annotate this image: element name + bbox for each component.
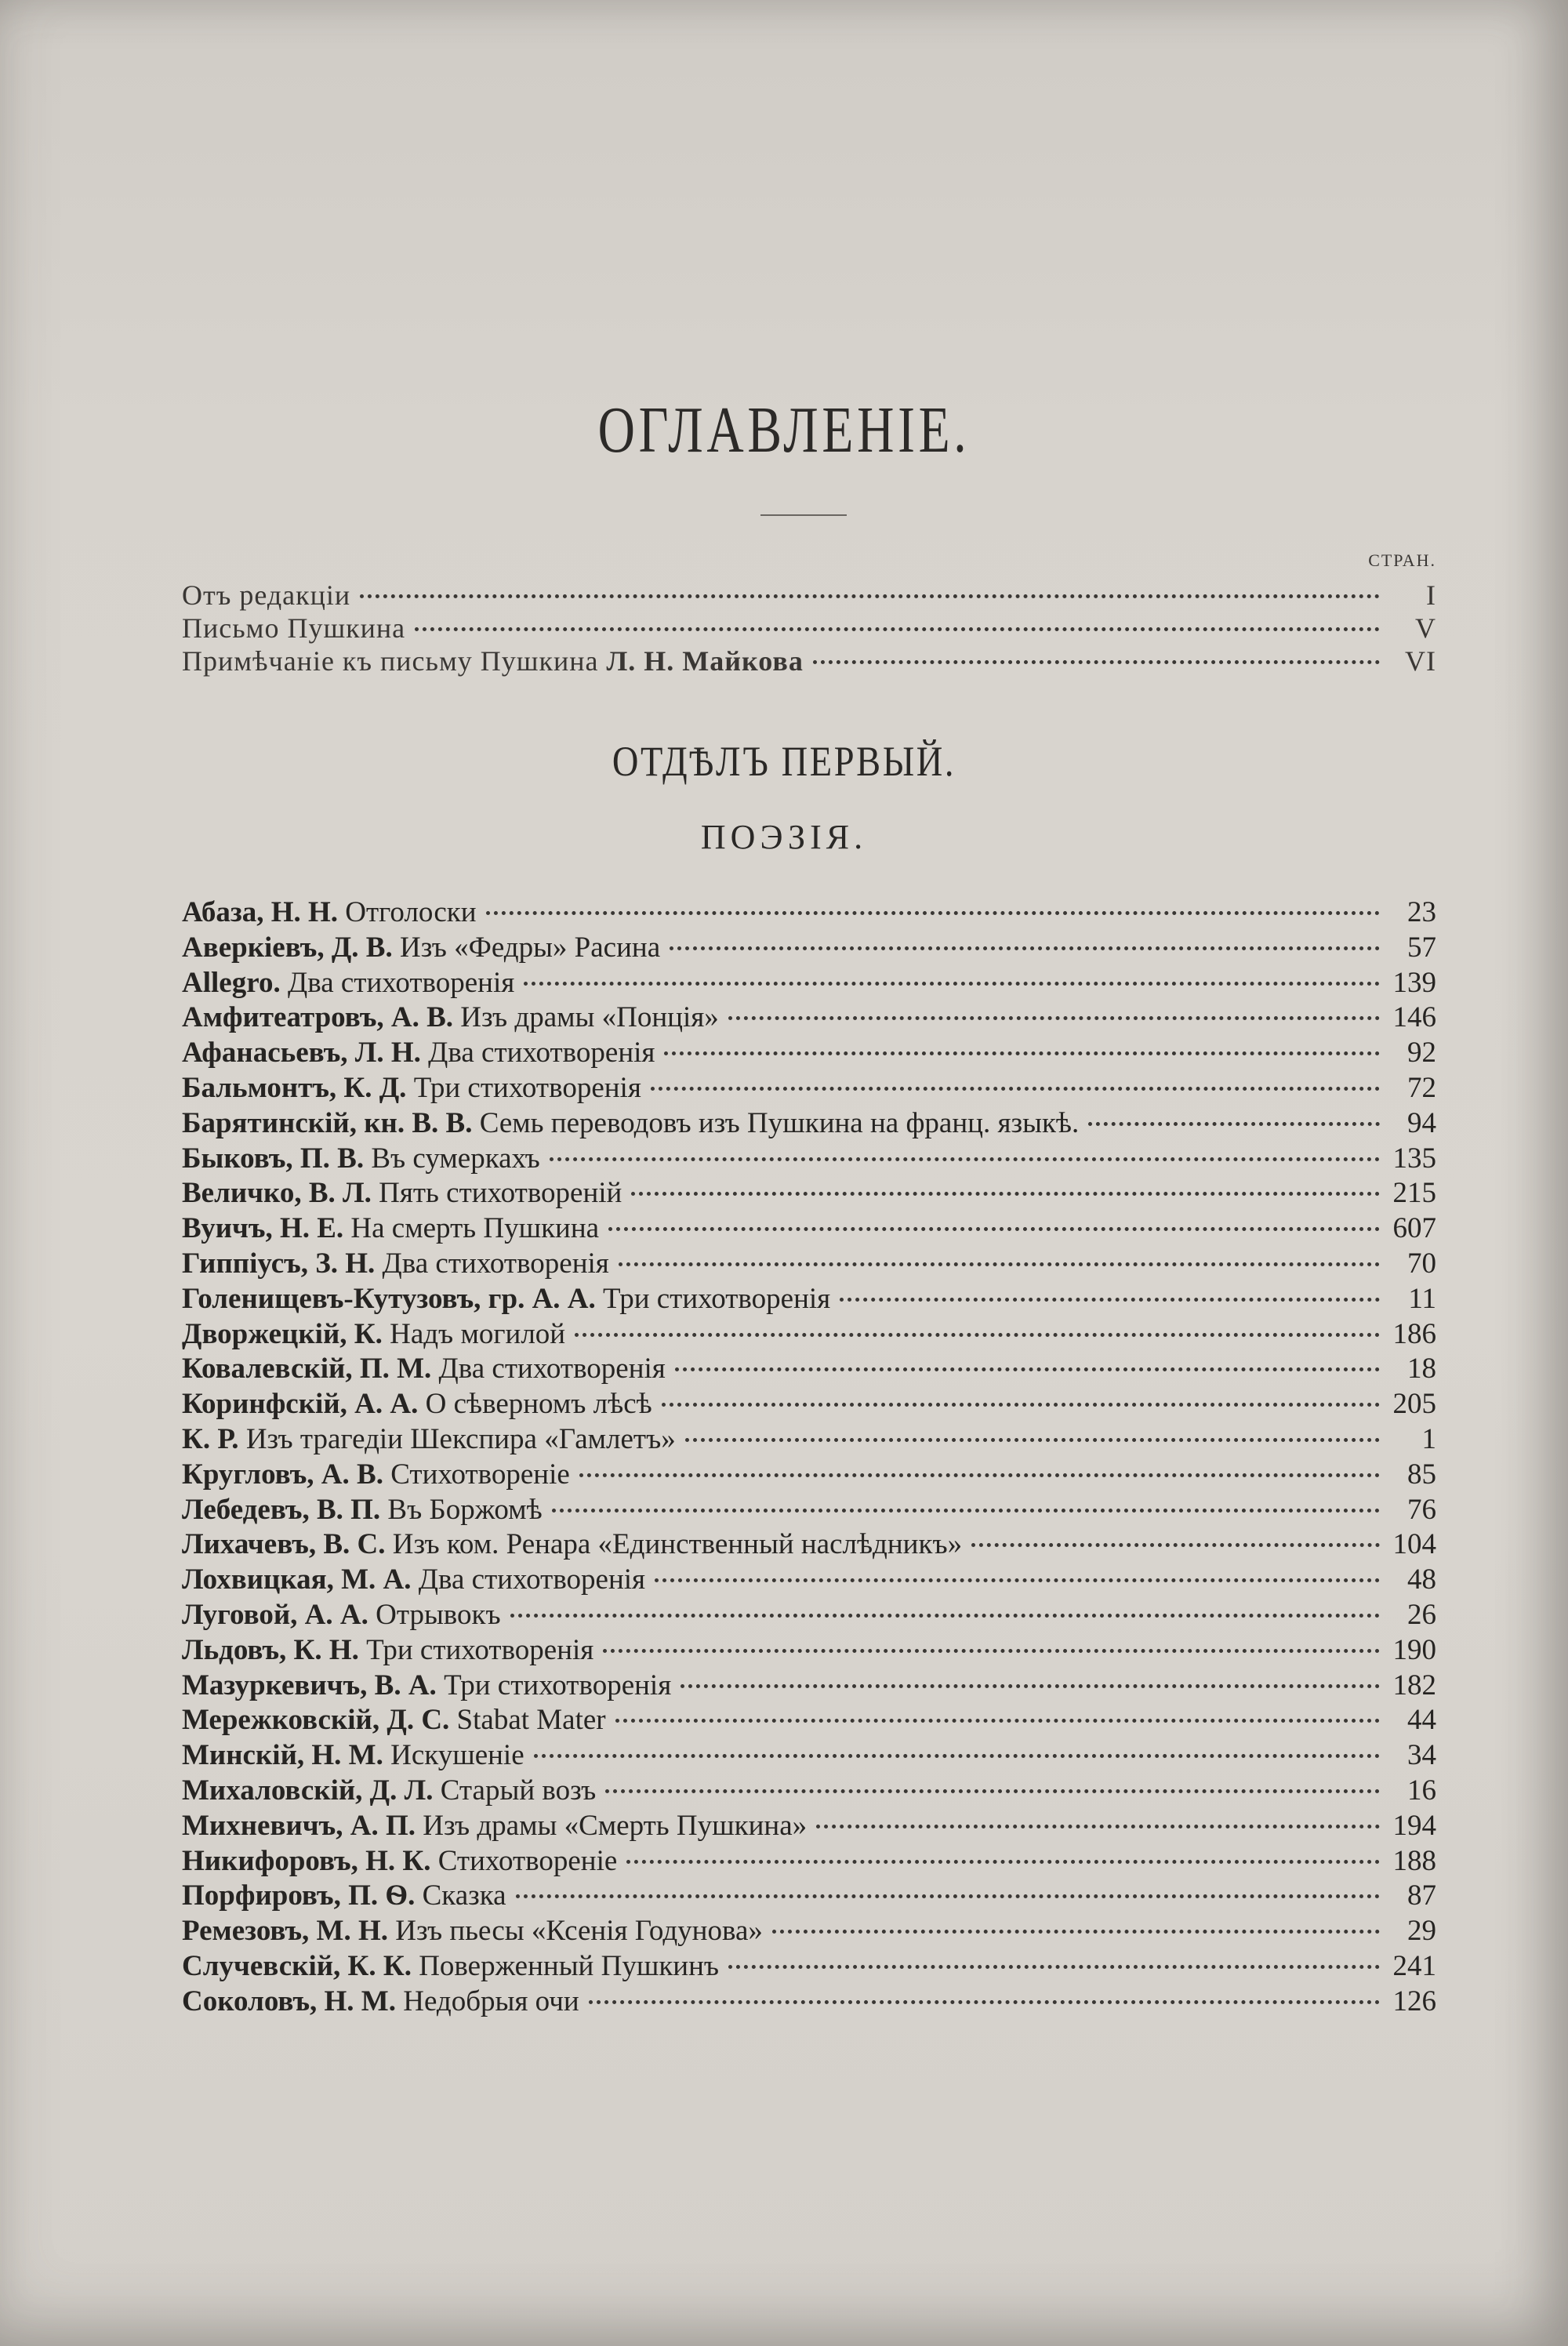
dot-leader xyxy=(550,1157,1380,1161)
entry-author: Лихачевъ, В. С. xyxy=(182,1528,386,1561)
entry-author: Голенищевъ-Кутузовъ, гр. А. А. xyxy=(182,1282,596,1315)
toc-entry xyxy=(182,1879,1436,1914)
entry-title xyxy=(182,1527,962,1563)
dot-leader xyxy=(415,627,1380,631)
dot-leader xyxy=(579,1473,1380,1477)
entry-work: Пять стихотвореній xyxy=(379,1177,622,1210)
entry-author: Ковалевскій, П. М. xyxy=(182,1353,432,1385)
entry-author: Порфировъ, П. Ѳ. xyxy=(182,1879,416,1912)
entry-author: Аверкіевъ, Д. В. xyxy=(182,931,393,964)
dot-leader xyxy=(605,1789,1380,1793)
dot-leader xyxy=(1088,1122,1380,1126)
entry-work: Искушеніе xyxy=(390,1739,524,1772)
entry-author: Луговой, А. А. xyxy=(182,1598,368,1631)
entry-work: На смерть Пушкина xyxy=(350,1212,600,1245)
entry-author: К. Р. xyxy=(182,1422,239,1455)
entry-title xyxy=(182,1914,763,1949)
entry-title xyxy=(182,1563,645,1598)
entry-author: Барятинскій, кн. В. В. xyxy=(182,1106,473,1139)
entry-page: 94 xyxy=(1407,1106,1436,1139)
entry-work: Два стихотворенія xyxy=(418,1563,646,1596)
entry-work: Два стихотворенія xyxy=(382,1247,609,1280)
entry-page: 72 xyxy=(1407,1071,1436,1104)
entry-page: 241 xyxy=(1392,1949,1436,1982)
toc-entry xyxy=(182,1949,1436,1985)
dot-leader xyxy=(670,946,1380,950)
entry-page: VI xyxy=(1405,645,1436,677)
front-matter-list xyxy=(182,579,1436,677)
entry-page: 29 xyxy=(1407,1915,1436,1948)
entry-page: 87 xyxy=(1407,1879,1436,1912)
entry-author: Гиппіусъ, З. Н. xyxy=(182,1247,376,1280)
dot-leader xyxy=(516,1894,1380,1898)
entry-author: Афанасьевъ, Л. Н. xyxy=(182,1037,421,1070)
title-divider xyxy=(760,514,847,516)
entry-title: Письмо Пушкина xyxy=(182,612,406,644)
dot-leader xyxy=(626,1860,1380,1864)
entry-title xyxy=(182,1738,524,1774)
toc-entry xyxy=(182,1071,1436,1106)
entry-work: Изъ драмы «Смерть Пушкина» xyxy=(423,1809,808,1842)
entry-title xyxy=(182,931,660,966)
entry-author: Лохвицкая, М. А. xyxy=(182,1563,412,1596)
entry-author: Мазуркевичъ, В. А. xyxy=(182,1669,437,1701)
entry-title xyxy=(182,1598,501,1633)
toc-entry xyxy=(182,931,1436,966)
entry-work: Недобрыя очи xyxy=(403,1985,579,2017)
dot-leader xyxy=(486,911,1380,915)
entry-page: 1 xyxy=(1421,1422,1436,1455)
entry-title xyxy=(182,1422,676,1458)
entry-page: 104 xyxy=(1392,1528,1436,1561)
dot-leader xyxy=(813,660,1380,664)
toc-entry xyxy=(182,1563,1436,1598)
toc-entry xyxy=(182,966,1436,1001)
toc-entry xyxy=(182,1914,1436,1949)
entry-author: Л. Н. Майкова xyxy=(606,645,804,677)
entry-work: Три стихотворенія xyxy=(413,1071,641,1104)
entry-work: Два стихотворенія xyxy=(438,1353,666,1385)
entry-page: 194 xyxy=(1392,1809,1436,1842)
entry-author: Амфитеатровъ, А. В. xyxy=(182,1001,454,1034)
entry-title xyxy=(182,1774,596,1809)
entry-author: Случевскій, К. К. xyxy=(182,1949,412,1982)
entry-work: О сѣверномъ лѣсѣ xyxy=(425,1388,652,1421)
toc-entry xyxy=(182,1387,1436,1422)
entry-title xyxy=(182,1247,609,1282)
entry-work: Три стихотворенія xyxy=(366,1633,594,1666)
entry-work: Стихотвореніе xyxy=(437,1844,618,1877)
entry-work: Сказка xyxy=(422,1879,506,1912)
entry-page: 146 xyxy=(1392,1001,1436,1034)
entry-title xyxy=(182,1703,606,1738)
entry-work: Изъ драмы «Понція» xyxy=(460,1001,719,1034)
toc-entry xyxy=(182,1598,1436,1633)
dot-leader xyxy=(524,982,1380,986)
entry-page: 607 xyxy=(1392,1212,1436,1245)
entry-title xyxy=(182,645,804,677)
entry-author: Кругловъ, А. В. xyxy=(182,1458,383,1491)
section-subheading: ПОЭЗІЯ. xyxy=(700,818,868,856)
entry-work: Въ сумеркахъ xyxy=(371,1142,540,1175)
entry-author: Дворжецкій, К. xyxy=(182,1317,383,1350)
dot-leader xyxy=(603,1649,1380,1653)
toc-entry xyxy=(182,1738,1436,1774)
toc-entry xyxy=(182,1493,1436,1528)
entry-work: Три стихотворенія xyxy=(444,1669,672,1701)
entry-page: 34 xyxy=(1407,1739,1436,1772)
dot-leader xyxy=(685,1438,1380,1442)
entry-work: Отголоски xyxy=(345,896,477,928)
entry-page: 18 xyxy=(1407,1353,1436,1385)
dot-leader xyxy=(664,1051,1380,1055)
toc-entry xyxy=(182,1211,1436,1247)
toc-entry xyxy=(182,1669,1436,1704)
toc-entry xyxy=(182,1527,1436,1563)
toc-entry xyxy=(182,1774,1436,1809)
entry-page: I xyxy=(1426,579,1436,611)
entry-title xyxy=(182,1669,671,1704)
entry-title xyxy=(182,1949,719,1985)
toc-entry xyxy=(182,645,1436,677)
poetry-list xyxy=(182,895,1436,2020)
entry-title xyxy=(182,966,514,1001)
toc-entry xyxy=(182,1352,1436,1387)
dot-leader xyxy=(510,1614,1380,1618)
entry-work: Въ Боржомѣ xyxy=(387,1493,543,1526)
entry-work: Изъ ком. Ренара «Единственный наслѣдникъ» xyxy=(392,1528,963,1561)
entry-author: Ремезовъ, М. Н. xyxy=(182,1915,388,1948)
entry-title xyxy=(182,1809,807,1844)
entry-title xyxy=(182,1844,617,1879)
dot-leader xyxy=(675,1367,1380,1371)
toc-entry xyxy=(182,1458,1436,1493)
toc-entry xyxy=(182,895,1436,931)
toc-entry xyxy=(182,1036,1436,1071)
entry-work: Два стихотворенія xyxy=(428,1037,655,1070)
entry-author: Величко, В. Л. xyxy=(182,1177,372,1210)
toc-entry xyxy=(182,1985,1436,2020)
entry-author: Михневичъ, А. П. xyxy=(182,1809,416,1842)
entry-work: Старый возъ xyxy=(440,1774,597,1807)
dot-leader xyxy=(681,1684,1380,1688)
entry-page: 182 xyxy=(1392,1669,1436,1701)
toc-entry xyxy=(182,1809,1436,1844)
toc-entry xyxy=(182,1106,1436,1142)
toc-entry xyxy=(182,1317,1436,1353)
entry-title xyxy=(182,1282,830,1317)
entry-author: Мережковскій, Д. С. xyxy=(182,1704,450,1737)
entry-title: Отъ редакціи xyxy=(182,579,351,611)
entry-author: Allegro. xyxy=(182,966,281,999)
dot-leader xyxy=(360,594,1380,598)
entry-work: Изъ «Федры» Расина xyxy=(400,931,661,964)
entry-page: 70 xyxy=(1407,1247,1436,1280)
entry-work: Три стихотворенія xyxy=(603,1282,831,1315)
entry-title xyxy=(182,1352,666,1387)
entry-page: 92 xyxy=(1407,1037,1436,1070)
entry-page: 135 xyxy=(1392,1142,1436,1175)
dot-leader xyxy=(552,1509,1380,1513)
dot-leader xyxy=(816,1825,1380,1828)
toc-entry xyxy=(182,579,1436,612)
entry-work: Примѣчаніе къ письму Пушкина xyxy=(182,645,599,677)
entry-author: Лебедевъ, В. П. xyxy=(182,1493,381,1526)
dot-leader xyxy=(971,1543,1380,1547)
dot-leader xyxy=(651,1087,1380,1091)
entry-author: Коринфскій, А. А. xyxy=(182,1388,419,1421)
entry-title xyxy=(182,1142,540,1177)
entry-title xyxy=(182,1071,641,1106)
entry-page: 85 xyxy=(1407,1458,1436,1491)
entry-author: Льдовъ, К. Н. xyxy=(182,1633,359,1666)
entry-page: 44 xyxy=(1407,1704,1436,1737)
entry-work: Семь переводовъ изъ Пушкина на франц. языкѣ. xyxy=(479,1106,1080,1139)
entry-title xyxy=(182,1387,652,1422)
dot-leader xyxy=(728,1965,1380,1969)
entry-page: 16 xyxy=(1407,1774,1436,1807)
entry-title xyxy=(182,1211,599,1247)
entry-page: 48 xyxy=(1407,1563,1436,1596)
toc-entry xyxy=(182,1247,1436,1282)
entry-author: Бальмонтъ, К. Д. xyxy=(182,1071,407,1104)
toc-entry xyxy=(182,1844,1436,1879)
section-heading: ОТДѢЛЪ ПЕРВЫЙ. xyxy=(612,738,956,785)
entry-work: Изъ трагедіи Шекспира «Гамлетъ» xyxy=(245,1422,676,1455)
toc-entry xyxy=(182,1282,1436,1317)
dot-leader xyxy=(608,1227,1380,1231)
entry-title xyxy=(182,1317,565,1353)
entry-page: 26 xyxy=(1407,1598,1436,1631)
toc-entry xyxy=(182,1176,1436,1211)
entry-page: V xyxy=(1415,612,1436,644)
dot-leader xyxy=(589,2000,1380,2004)
entry-page: 139 xyxy=(1392,966,1436,999)
entry-author: Вуичъ, Н. Е. xyxy=(182,1212,344,1245)
entry-author: Никифоровъ, Н. К. xyxy=(182,1844,431,1877)
entry-work: Stabat Mater xyxy=(456,1704,606,1737)
entry-author: Абаза, Н. Н. xyxy=(182,896,339,928)
entry-title xyxy=(182,1000,719,1036)
entry-page: 190 xyxy=(1392,1633,1436,1666)
entry-work: Стихотвореніе xyxy=(390,1458,570,1491)
entry-work: Надъ могилой xyxy=(390,1317,566,1350)
dot-leader xyxy=(575,1333,1380,1337)
entry-title xyxy=(182,1633,593,1669)
entry-page: 205 xyxy=(1392,1388,1436,1421)
dot-leader xyxy=(662,1403,1380,1407)
entry-author: Минскій, Н. М. xyxy=(182,1739,383,1772)
entry-title xyxy=(182,1493,543,1528)
entry-page: 11 xyxy=(1408,1282,1436,1315)
entry-page: 126 xyxy=(1392,1985,1436,2017)
entry-author: Соколовъ, Н. М. xyxy=(182,1985,396,2017)
toc-entry xyxy=(182,1142,1436,1177)
toc-entry xyxy=(182,1000,1436,1036)
dot-leader xyxy=(655,1578,1380,1582)
toc-entry xyxy=(182,1422,1436,1458)
dot-leader xyxy=(631,1192,1380,1196)
entry-title xyxy=(182,1036,655,1071)
entry-work: Изъ пьесы «Ксенія Годунова» xyxy=(395,1915,763,1948)
entry-page: 188 xyxy=(1392,1844,1436,1877)
page-title: ОГЛАВЛЕНІЕ. xyxy=(597,394,971,467)
entry-page: 23 xyxy=(1407,896,1436,928)
entry-page: 76 xyxy=(1407,1493,1436,1526)
dot-leader xyxy=(534,1754,1380,1758)
entry-page: 186 xyxy=(1392,1317,1436,1350)
entry-work: Отрывокъ xyxy=(376,1598,501,1631)
toc-entry xyxy=(182,1703,1436,1738)
entry-title xyxy=(182,1458,570,1493)
entry-work: Два стихотворенія xyxy=(287,966,515,999)
dot-leader xyxy=(619,1262,1380,1266)
entry-page: 57 xyxy=(1407,931,1436,964)
entry-title xyxy=(182,1106,1079,1142)
entry-title xyxy=(182,1176,622,1211)
page-column-header: СТРАН. xyxy=(1368,550,1436,570)
dot-leader xyxy=(728,1016,1380,1020)
dot-leader xyxy=(840,1298,1380,1302)
toc-entry xyxy=(182,612,1436,645)
entry-title xyxy=(182,1879,506,1914)
dot-leader xyxy=(615,1719,1380,1723)
entry-work: Поверженный Пушкинъ xyxy=(419,1949,720,1982)
toc-entry xyxy=(182,1633,1436,1669)
entry-author: Михаловскій, Д. Л. xyxy=(182,1774,434,1807)
dot-leader xyxy=(772,1930,1380,1934)
entry-title xyxy=(182,895,477,931)
entry-page: 215 xyxy=(1392,1177,1436,1210)
entry-title xyxy=(182,1985,579,2020)
entry-author: Быковъ, П. В. xyxy=(182,1142,365,1175)
